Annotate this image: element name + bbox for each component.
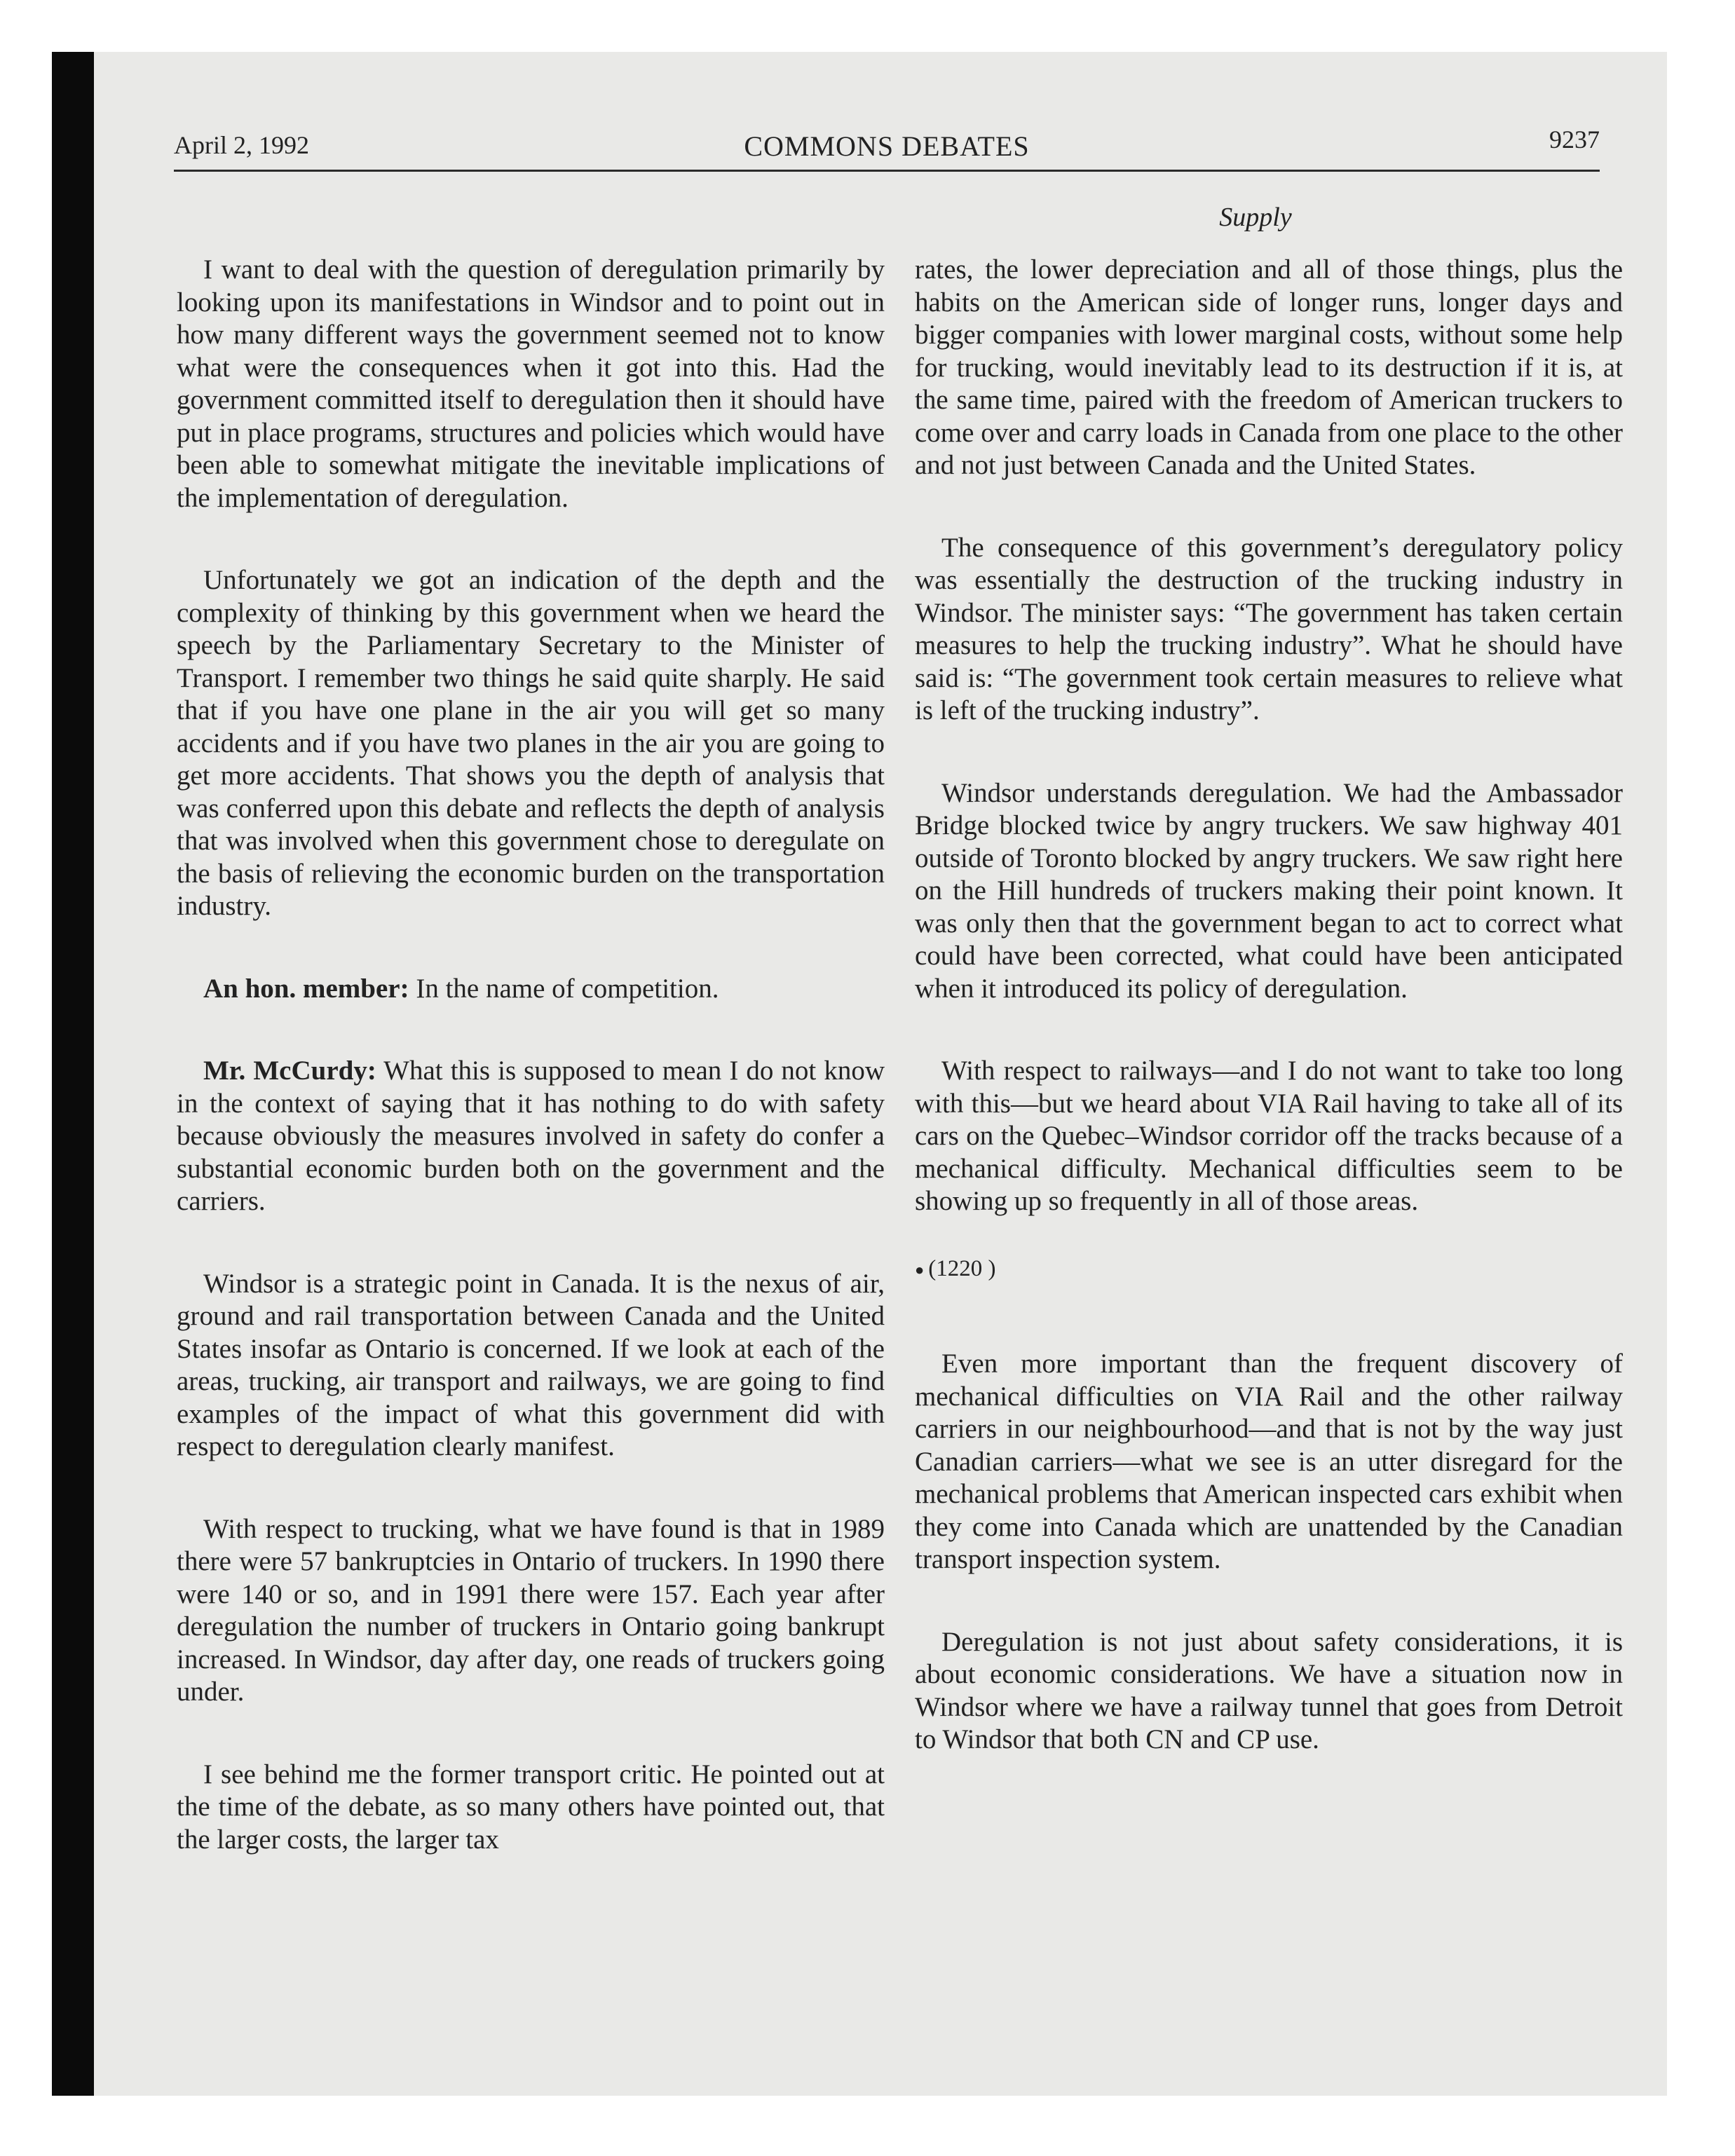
- bullet-icon: ●: [915, 1260, 925, 1278]
- left-paragraph-5: Windsor is a strategic point in Canada. It is the nexus of air, ground and rail transportation between Canada and the United States insofar as Ontario is concerned. If we look at each of the areas, trucking, air transport and railways, we are going to find examples of the impact of what this government did with respect to deregulation clearly manifest.: [177, 1268, 885, 1461]
- time-marker: [915, 1253, 1623, 1287]
- left-paragraph-2: Unfortunately we got an indication of the depth and the complexity of thinking by this government when we heard the speech by the Parliamentary Secretary to the Minister of Transport. I remember two things he said quite sharply. He said that if you have one plane in the air you will get so many accidents and if you have two planes in the air you are going to get more accidents. That shows you the depth of analysis that was conferred upon this debate and reflects the depth of analysis that was involved when this government chose to deregulate on the basis of relieving the economic burden on the transportation industry.: [177, 565, 885, 921]
- left-paragraph-7: I see behind me the former transport critic. He pointed out at the time of the debate, as so many others have pointed out, that the larger costs, the larger tax: [177, 1759, 885, 1855]
- speech-text: What this is supposed to mean I do not know in the context of saying that it has nothing to do with safety because obviously the measures involved in safety do confer a substantial economic burden both on the government and the carriers.: [177, 1056, 885, 1216]
- right-paragraph-1: rates, the lower depreciation and all of those things, plus the habits on the American side of longer runs, longer days and bigger companies with lower marginal costs, without some help for trucking, would inevitably lead to its destruction if it is, at the same time, paired with the freedom of American truckers to come over and carry loads in Canada from one place to the other and not just between Canada and the United States.: [915, 254, 1623, 480]
- speaker-name: Mr. McCurdy:: [203, 1056, 376, 1086]
- time-marker-text: (1220 ): [928, 1255, 996, 1281]
- right-paragraph-5: Even more important than the frequent discovery of mechanical difficulties on VIA Rail and the other railway carriers in our neighbourhood—and that is not by the way just Canadian carriers—what we see is an utter disregard for the mechanical problems that American inspected cars exhibit when they come into Canada which are unattended by the Canadian transport inspection system.: [915, 1349, 1623, 1575]
- right-paragraph-2: The consequence of this government’s deregulatory policy was essentially the destruction of the trucking industry in Windsor. The minister says: “The government has taken certain measures to help the trucking industry”. What he should have said is: “The government took certain measures to relieve what is left of the trucking industry”.: [915, 532, 1623, 725]
- header-date: April 2, 1992: [174, 131, 309, 159]
- right-paragraph-3: Windsor understands deregulation. We had the Ambassador Bridge blocked twice by angry truckers. We saw highway 401 outside of Toronto blocked by angry truckers. We saw right here on the Hill hundreds of truckers making their point known. It was only then that the government began to act to correct what could have been corrected, what could have been anticipated when it introduced its policy of deregulation.: [915, 777, 1623, 1004]
- scan-binding-edge: [52, 52, 94, 2096]
- speaker-name: An hon. member:: [203, 973, 409, 1004]
- left-paragraph-4: [177, 1055, 885, 1218]
- section-label: Supply: [1219, 203, 1292, 232]
- running-header: [174, 119, 1600, 172]
- speech-text: In the name of competition.: [409, 973, 719, 1004]
- right-paragraph-6: Deregulation is not just about safety considerations, it is about economic considerations. We have a situation now in Windsor where we have a railway tunnel that goes from Detroit to Windsor that both CN and CP use.: [915, 1626, 1623, 1755]
- right-column: [915, 254, 1623, 1806]
- left-paragraph-3: [177, 973, 885, 1006]
- right-paragraph-4: With respect to railways—and I do not want to take too long with this—but we heard about VIA Rail having to take all of its cars on the Quebec–Windsor corridor off the tracks because of a mechanical difficulty. Mechanical difficulties seem to be showing up so frequently in all of those areas.: [915, 1056, 1623, 1216]
- header-page-number: 9237: [1549, 125, 1600, 153]
- left-paragraph-6: With respect to trucking, what we have found is that in 1989 there were 57 bankruptcies in Ontario of truckers. In 1990 there were 140 or so, and in 1991 there were 157. Each year after deregulation the number of truckers in Ontario going bankrupt increased. In Windsor, day after day, one reads of truckers going under.: [177, 1513, 885, 1707]
- left-paragraph-1: I want to deal with the question of deregulation primarily by looking upon its manifestations in Windsor and to point out in how many different ways the government seemed not to know what were the consequences when it got into this. Had the government committed itself to deregulation then it should have put in place programs, structures and policies which would have been able to somewhat mitigate the inevitable implications of the implementation of deregulation.: [177, 254, 885, 513]
- header-publication-title: COMMONS DEBATES: [744, 130, 1030, 162]
- left-column: [177, 254, 885, 1906]
